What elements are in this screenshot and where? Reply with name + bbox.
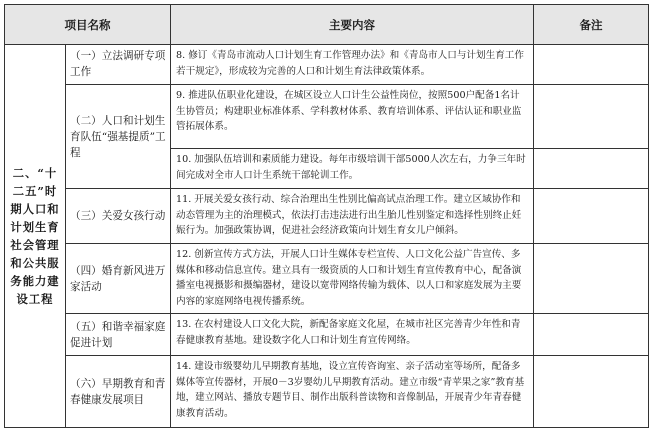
item-cell (66, 85, 171, 189)
header-notes: 备注 (534, 5, 649, 45)
content-cell: 12. 创新宣传方式方法，开展人口计生媒体专栏宣传、人口文化公益广告宣传、多媒体和移动信息宣传。建立具有一级资质的人口和计划生育宣传教育中心，配备演播室电视摄影和摄编器材，建设以宽带网络传输为载体、以人口和家庭发展为主要内容的家庭网络电视传播系统。 (171, 244, 534, 314)
content-cell: 11. 开展关爱女孩行动、综合治理出生性别比偏高试点治理工作。建立区域协作和动态管理为主的治理模式，依法打击违法进行出生胎儿性别鉴定和选择性别终止妊娠行为。加强政策协调，促进社会经济政策向计划生育女儿户倾斜。 (171, 189, 534, 244)
item-cell: （六）早期教育和青春健康发展项目 (66, 356, 171, 428)
item-cell: （五）和谐幸福家庭促进计划 (66, 314, 171, 356)
table-row (5, 356, 649, 428)
group-label-cell (5, 45, 66, 428)
table-row (5, 189, 649, 244)
note-cell (534, 149, 649, 189)
table-row (5, 45, 649, 85)
note-cell (534, 189, 649, 244)
group-label: 二、“十二五”时期人口和计划生育社会管理和公共服务能力建设工程 (10, 166, 60, 306)
header-main-content: 主要内容 (171, 5, 534, 45)
content-cell: 10. 加强队伍培训和素质能力建设。每年市级培训干部5000人次左右，力争三年时间完成对全市人口计生系统干部轮训工作。 (171, 149, 534, 189)
table-row (5, 314, 649, 356)
content-cell: 9. 推进队伍职业化建设，在城区设立人口计生公益性岗位，按照500户配备1名计生协管员；构建职业标准体系、学科教材体系、教育培训体系、评估认证和职业监管拓展体系。 (171, 85, 534, 149)
content-cell: 14. 建设市级婴幼儿早期教育基地，设立宣传咨询室、亲子活动室等场所，配备多媒体等宣传器材，开展0－3岁婴幼儿早期教育活动。建立市级“青苹果之家”教育基地，建立网站、播放专题节目、制作出版科普读物和音像制品，开展青少年青春健康教育活动。 (171, 356, 534, 428)
note-cell (534, 244, 649, 314)
item-cell: （三）关爱女孩行动 (66, 189, 171, 244)
table-row (5, 244, 649, 314)
header-project-name: 项目名称 (5, 5, 171, 45)
note-cell (534, 314, 649, 356)
table-header-row (5, 5, 649, 45)
item-label: （二）人口和计划生育队伍“强基提质”工程 (70, 114, 166, 159)
note-cell (534, 356, 649, 428)
table-row (5, 85, 649, 149)
project-table (4, 4, 649, 428)
document-page (4, 4, 648, 419)
note-cell (534, 45, 649, 85)
note-cell (534, 85, 649, 149)
item-cell: （四）婚育新风进万家活动 (66, 244, 171, 314)
item-cell: （一）立法调研专项工作 (66, 45, 171, 85)
content-cell: 8. 修订《青岛市流动人口计划生育工作管理办法》和《青岛市人口与计划生育工作若干规定》，形成较为完善的人口和计划生育法律政策体系。 (171, 45, 534, 85)
content-cell: 13. 在农村建设人口文化大院，新配备家庭文化屋，在城市社区完善青少年性和青春健康教育基地。建设数字化人口和计划生育宣传网络。 (171, 314, 534, 356)
